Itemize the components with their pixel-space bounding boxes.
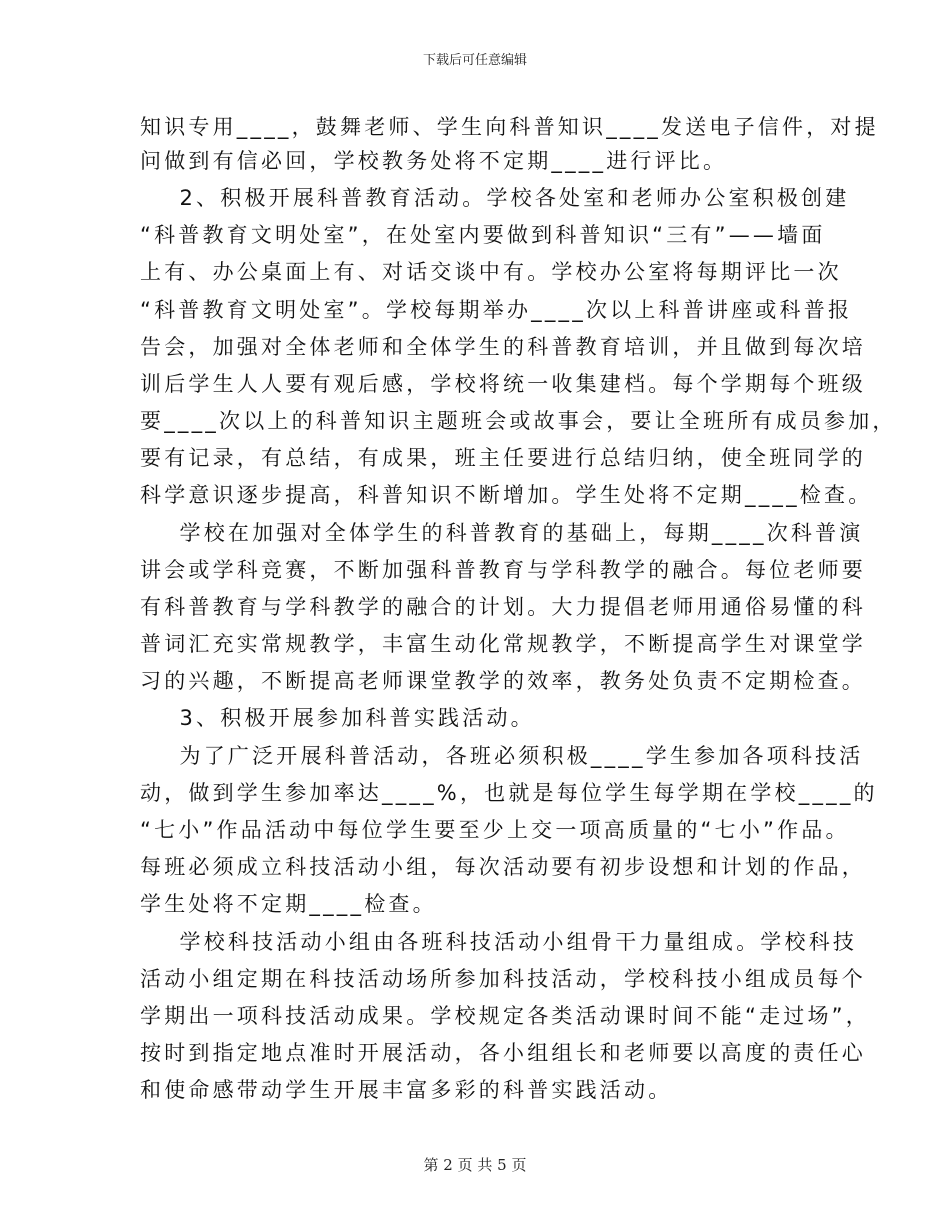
text-line: 学校科技活动小组由各班科技活动小组骨干力量组成。学校科技	[140, 930, 858, 954]
text-line: 有科普教育与学科教学的融合的计划。大力提倡老师用通俗易懂的科	[140, 595, 866, 619]
text-line: 训后学生人人要有观后感，学校将统一收集建档。每个学期每个班级	[140, 372, 866, 396]
text-line: 上有、办公桌面上有、对话交谈中有。学校办公室将每期评比一次	[140, 260, 842, 284]
text-line: 学校在加强对全体学生的科普教育的基础上，每期____次科普演	[140, 521, 864, 545]
text-line: “科普教育文明处室”，在处室内要做到科普知识“三有”——墙面	[140, 223, 826, 247]
text-line: 学期出一项科技活动成果。学校规定各类活动课时间不能“走过场”，	[140, 1004, 870, 1028]
text-line: 2、积极开展科普教育活动。学校各处室和老师办公室积极创建	[140, 186, 850, 210]
text-line: 问做到有信必回，学校教务处将不定期____进行评比。	[140, 149, 728, 173]
text-line: 动，做到学生参加率达____%，也就是每位学生每学期在学校____的	[140, 781, 878, 805]
page-header: 下载后可任意编辑	[422, 53, 527, 68]
text-line: 为了广泛开展科普活动，各班必须积极____学生参加各项科技活	[140, 744, 864, 768]
text-line: 知识专用____，鼓舞老师、学生向科普知识____发送电子信件，对提	[140, 115, 879, 139]
text-line: 讲会或学科竞赛，不断加强科普教育与学科教学的融合。每位老师要	[140, 558, 866, 582]
text-line: 按时到指定地点准时开展活动，各小组组长和老师要以高度的责任心	[140, 1041, 866, 1065]
text-line: 普词汇充实常规教学，丰富生动化常规教学，不断提高学生对课堂学	[140, 632, 866, 656]
text-line: 告会，加强对全体老师和全体学生的科普教育培训，并且做到每次培	[140, 335, 866, 359]
text-line: 每班必须成立科技活动小组，每次活动要有初步设想和计划的作品，	[140, 855, 866, 879]
text-line: 要____次以上的科普知识主题班会或故事会，要让全班所有成员参加，	[140, 409, 897, 433]
page-number-footer: 第 2 页 共 5 页	[423, 1156, 527, 1174]
text-line: 学生处将不定期____检查。	[140, 892, 437, 916]
text-line: 3、积极开展参加科普实践活动。	[140, 706, 535, 730]
text-line: 习的兴趣，不断提高老师课堂教学的效率，教务处负责不定期检查。	[140, 669, 866, 693]
text-line: 活动小组定期在科技活动场所参加科技活动，学校科技小组成员每个	[140, 967, 866, 991]
text-line: 科学意识逐步提高，科普知识不断增加。学生处将不定期____检查。	[140, 483, 873, 507]
text-line: “七小”作品活动中每位学生要至少上交一项高质量的“七小”作品。	[140, 818, 850, 842]
text-line: 和使命感带动学生开展丰富多彩的科普实践活动。	[140, 1078, 673, 1102]
text-line: “科普教育文明处室”。学校每期举办____次以上科普讲座或科普报	[140, 298, 853, 322]
text-line: 要有记录，有总结，有成果，班主任要进行总结归纳，使全班同学的	[140, 446, 866, 470]
